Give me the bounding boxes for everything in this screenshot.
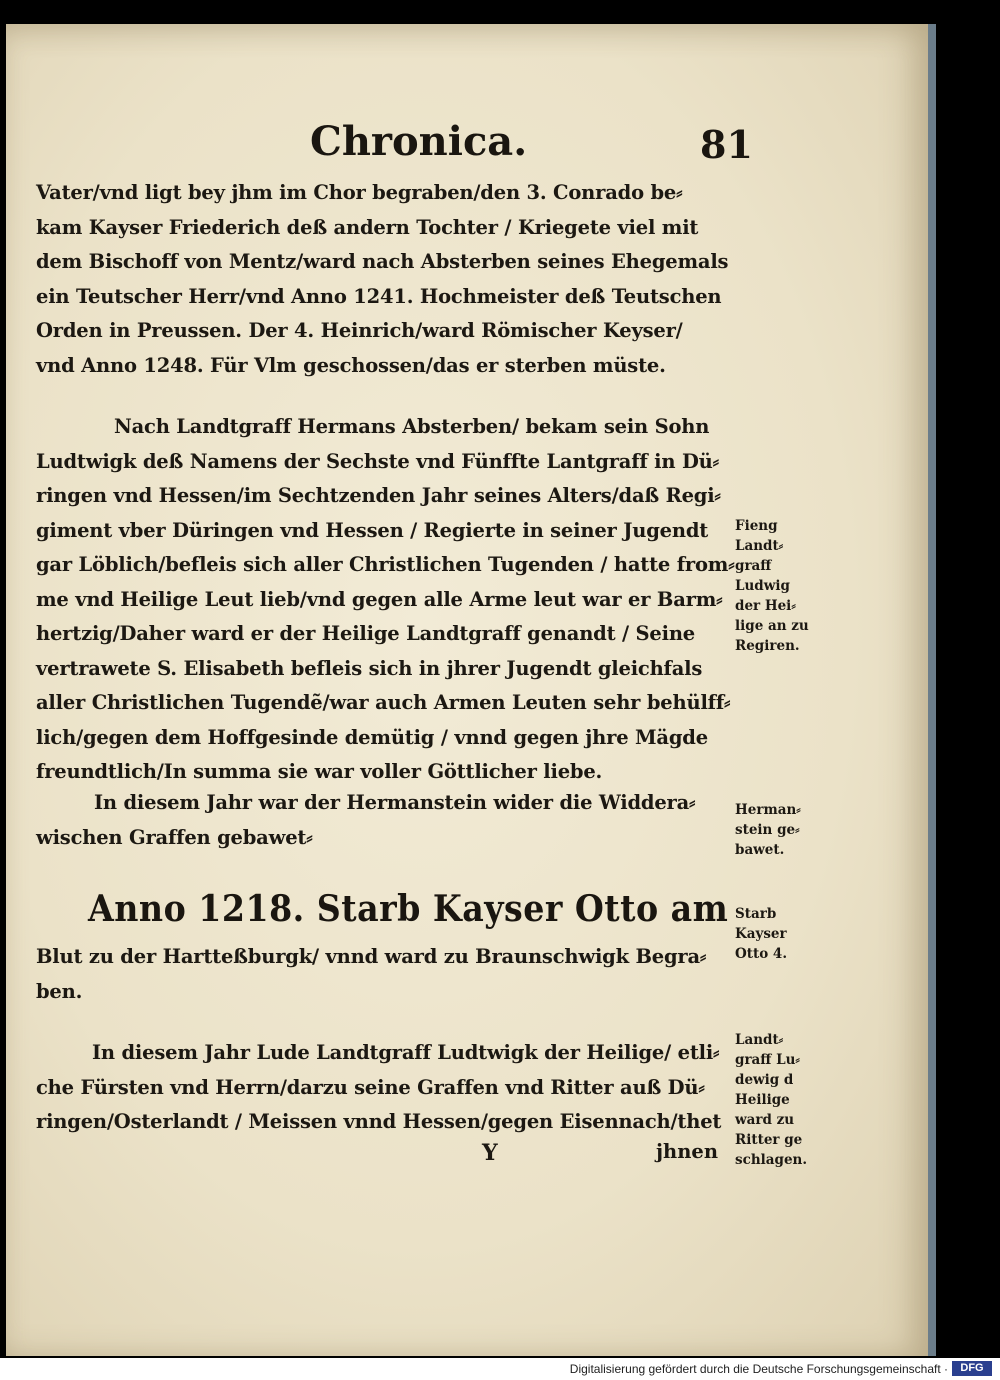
signature-mark: Y xyxy=(482,1140,498,1166)
marginal-line: Starb xyxy=(735,906,777,922)
text-line: vertrawete S. Elisabeth befleis sich in jhrer Jugendt gleichfals xyxy=(36,656,703,680)
marginal-line: schlagen. xyxy=(735,1152,808,1168)
text-line: Nach Landtgraff Hermans Absterben/ bekam sein Sohn xyxy=(114,415,710,438)
marginal-line: ward zu xyxy=(735,1112,795,1128)
marginal-line: Heilige xyxy=(735,1092,790,1108)
text-line: Blut zu der Hartteßburgk/ vnnd ward zu Braunschwigk Begra⸗ xyxy=(36,945,707,968)
text-line: In diesem Jahr Lude Landtgraff Ludtwigk der Heilige/ etli⸗ xyxy=(92,1041,720,1064)
marginal-line: Otto 4. xyxy=(735,946,788,962)
text-line: freundtlich/In summa sie war voller Göttlicher liebe. xyxy=(36,760,603,783)
paragraph-4 xyxy=(36,940,736,1009)
text-line: In diesem Jahr war der Hermanstein wider die Widdera⸗ xyxy=(94,791,696,814)
marginal-line: lige an zu xyxy=(735,618,809,634)
marginal-note-1 xyxy=(735,516,809,656)
funding-credit: Digitalisierung gefördert durch die Deutsche Forschungsgemeinschaft · xyxy=(569,1362,948,1376)
marginal-line: graff Lu⸗ xyxy=(735,1052,800,1068)
marginal-line: Ritter ge xyxy=(735,1132,803,1148)
marginal-line: Landt⸗ xyxy=(735,538,784,554)
marginal-line: Ludwig xyxy=(735,578,790,594)
marginal-line: der Hei⸗ xyxy=(735,598,796,614)
text-line: Orden in Preussen. Der 4. Heinrich/ward Römischer Keyser/ xyxy=(36,319,683,342)
text-line: ringen/Osterlandt / Meissen vnnd Hessen/gegen Eisennach/thet xyxy=(36,1110,722,1133)
marginal-note-3 xyxy=(735,904,787,964)
footer-bar xyxy=(0,1358,1000,1380)
text-line: giment vber Düringen vnd Hessen / Regierte in seiner Jugendt xyxy=(36,518,709,542)
marginal-line: Fieng xyxy=(735,518,778,534)
paragraph-2 xyxy=(36,410,736,790)
running-title: Chronica. xyxy=(310,118,528,165)
marginal-line: Landt⸗ xyxy=(735,1032,784,1048)
marginal-line: Herman⸗ xyxy=(735,802,801,818)
page-number: 81 xyxy=(700,122,753,167)
catchword: jhnen xyxy=(656,1140,718,1163)
text-line: aller Christlichen Tugendẽ/war auch Armen Leuten sehr behülff⸗ xyxy=(36,691,731,714)
text-line: Ludtwigk deß Namens der Sechste vnd Fünffte Lantgraff in Dü⸗ xyxy=(36,449,719,473)
text-line: wischen Graffen gebawet⸗ xyxy=(36,825,313,849)
text-line: ben. xyxy=(36,979,83,1003)
marginal-note-4 xyxy=(735,1030,807,1170)
scan-edge-strip xyxy=(928,24,936,1356)
year-heading: Anno 1218. Starb Kayser Otto am xyxy=(88,888,729,930)
paragraph-5 xyxy=(36,1036,736,1140)
marginal-line: Kayser xyxy=(735,926,787,942)
text-line: che Fürsten vnd Herrn/darzu seine Graffen vnd Ritter auß Dü⸗ xyxy=(36,1075,705,1099)
text-line: kam Kayser Friederich deß andern Tochter / Kriegete viel mit xyxy=(36,215,699,239)
paragraph-1 xyxy=(36,176,736,383)
marginal-note-2 xyxy=(735,800,801,860)
marginal-line: dewig d xyxy=(735,1072,794,1088)
text-line: gar Löblich/befleis sich aller Christlichen Tugenden / hatte from⸗ xyxy=(36,553,735,576)
marginal-line: stein ge⸗ xyxy=(735,822,800,838)
marginal-line: Regiren. xyxy=(735,638,800,654)
paragraph-3 xyxy=(36,786,736,855)
text-line: lich/gegen dem Hoffgesinde demütig / vnnd gegen jhre Mägde xyxy=(36,725,708,749)
text-line: vnd Anno 1248. Für Vlm geschossen/das er sterben müste. xyxy=(36,353,666,377)
dfg-logo: DFG xyxy=(952,1361,992,1376)
text-line: ringen vnd Hessen/im Sechtzenden Jahr seines Alters/daß Regi⸗ xyxy=(36,484,721,507)
marginal-line: graff xyxy=(735,558,772,574)
text-line: Vater/vnd ligt bey jhm im Chor begraben/den 3. Conrado be⸗ xyxy=(36,181,683,204)
text-line: dem Bischoff von Mentz/ward nach Absterben seines Ehegemals xyxy=(36,250,729,273)
text-line: hertzig/Daher ward er der Heilige Landtgraff genandt / Seine xyxy=(36,622,695,645)
text-line: me vnd Heilige Leut lieb/vnd gegen alle Arme leut war er Barm⸗ xyxy=(36,587,723,611)
marginal-line: bawet. xyxy=(735,842,785,858)
text-line: ein Teutscher Herr/vnd Anno 1241. Hochmeister deß Teutschen xyxy=(36,284,722,308)
